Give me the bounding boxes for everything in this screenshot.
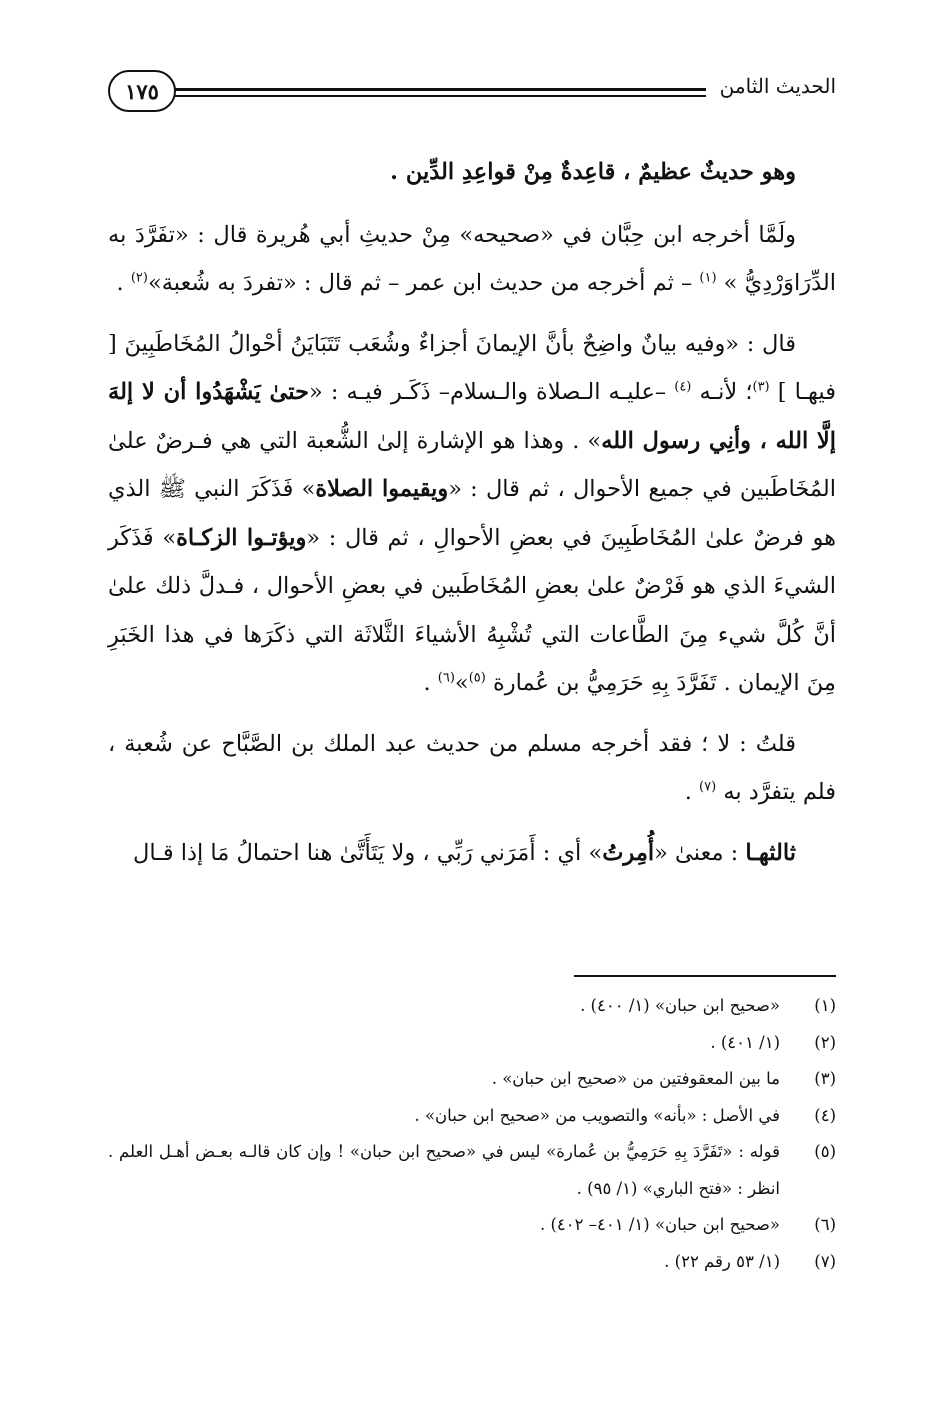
paragraph-1: وهو حديثٌ عظيمٌ ، قاعِدةٌ مِنْ قواعِدِ الدِّين . — [390, 159, 796, 185]
footnote-ref-2[interactable]: (٢) — [130, 270, 148, 286]
p3-quote-zakah: ويؤتـوا الزكـاة — [176, 524, 307, 551]
p5-text-b: : معنىٰ « — [654, 839, 746, 866]
p4-text-a: قلتُ : لا ؛ فقد أخرجه مسلم من حديث عبد الملك بن الصَّبَّاح عن شُعبة ، فلم يتفرَّد به — [108, 730, 836, 805]
p5-heading-third: ثالثهـا — [745, 839, 796, 866]
paragraph-4 — [108, 720, 836, 817]
p3-text-a: قال : «وفيه بيانٌ واضِحٌ بأنَّ الإيمانَ أجزاءٌ وشُعَب تَتَبَايَنُ أحْوالُ المُخَاطَبِينَ [ فيهـا ] — [108, 330, 836, 405]
footnote-6 — [108, 1207, 836, 1244]
footnote-ref-5[interactable]: (٥) — [468, 670, 486, 686]
footnote-4 — [108, 1098, 836, 1135]
footnote-number: (٤) — [814, 1105, 836, 1125]
footnote-ref-3[interactable]: (٣) — [752, 379, 770, 395]
p3-text-e: » . وهذا هو الإشارة إلىٰ الشُّعبة التي هي فـرضٌ علىٰ المُخَاطَبين في جميع الأحوال ، ثم قال : « — [108, 427, 836, 502]
footnote-ref-4[interactable]: (٤) — [674, 379, 692, 395]
footnote-text: قوله : «تَفَرَّدَ بِهِ حَرَمِيُّ بن عُمارة» ليس في «صحيح ابن حبان» ! وإن كان قالـه بعـض أهـل العلم . انظر : «فتح الباري» (١/ ٩٥) . — [108, 1142, 780, 1198]
page-header — [108, 70, 836, 118]
chapter-title: الحديث الثامن — [719, 74, 836, 98]
footnote-ref-7[interactable]: (٧) — [699, 779, 717, 795]
footnote-text: ما بين المعقوفتين من «صحيح ابن حبان» . — [491, 1069, 780, 1088]
p3-quote-salah: ويقيموا الصلاة — [315, 476, 449, 502]
footnote-number: (١) — [814, 996, 836, 1015]
footnote-separator — [574, 975, 836, 977]
page-number: ١٧٥ — [108, 70, 176, 112]
footnote-text: «صحيح ابن حبان» (١/ ٤٠١– ٤٠٢) . — [539, 1215, 780, 1234]
p3-text-g: » فَذَكَرَ النبي ﷺ الذي هو فرضٌ علىٰ المُخَاطَبِينَ في بعضِ الأحوالِ ، ثم قال : « — [108, 476, 836, 551]
footnote-number: (٢) — [814, 1032, 836, 1052]
footnote-number: (٣) — [814, 1069, 836, 1088]
paragraph-2 — [108, 211, 836, 308]
footnote-text: «صحيح ابن حبان» (١/ ٤٠٠) . — [580, 996, 780, 1015]
header-rule — [174, 88, 706, 97]
paragraph-3 — [108, 320, 836, 708]
p2-text-c: . — [116, 270, 131, 296]
footnote-text: في الأصل : «بأنه» والتصويب من «صحيح ابن حبان» . — [414, 1105, 780, 1125]
footnote-text: (١/ ٤٠١) . — [710, 1032, 780, 1052]
p2-text-a: ولَمَّا أخرجه ابن حِبَّان في «صحيحه» مِنْ حديثِ أبي هُريرة قال : «تفَرَّدَ به الدِّرَاوَرْدِيُّ » — [108, 221, 836, 296]
footnote-number: (٥) — [814, 1142, 836, 1161]
p5-text-d: » أي : أَمَرَني رَبِّي ، ولا يَتَأَتَّىٰ هنا احتمالُ مَا إذا قـال — [133, 839, 603, 866]
p3-text-j: » — [454, 670, 469, 696]
footnote-number: (٧) — [814, 1251, 836, 1271]
footnote-ref-6[interactable]: (٦) — [437, 670, 455, 686]
footnote-2 — [108, 1025, 836, 1062]
p5-quote-umirtu: أُمِرتُ — [602, 839, 655, 866]
p3-text-i: » فَذَكَر الشيءَ الذي هو فَرْضٌ علىٰ بعضِ المُخَاطَبين في بعضِ الأحوال ، فـدلَّ ذلك علىٰ أنَّ كُلَّ شيء مِنَ الطَّاعات التي تُشْبِهُ الأشياءَ الثَّلاثَة التي ذكَرَها في هذا الخَبَرِ مِنَ الإيمان . تَفَرَّدَ بِهِ حَرَمِيُّ بن عُمارة — [108, 524, 836, 696]
p4-text-b: . — [684, 779, 700, 805]
footnote-5 — [108, 1134, 836, 1207]
p3-quote-shahada: حتىٰ يَشْهَدُوا أن لا إلهَ إلَّا الله ، وأنِي رسول الله — [108, 379, 836, 454]
paragraph-5 — [108, 829, 836, 878]
footnote-text: (١/ ٥٣ رقم ٢٢) . — [664, 1251, 780, 1271]
p3-text-c: –عليـه الـصلاة والـسلام– ذَكَـر فيـه : « — [309, 379, 675, 405]
footnote-3 — [108, 1061, 836, 1098]
footnote-number: (٦) — [814, 1215, 836, 1234]
footnotes — [108, 988, 836, 1280]
footnote-ref-1[interactable]: (١) — [699, 270, 717, 286]
p3-text-k: . — [423, 670, 438, 696]
p2-text-b: – ثم أخرجه من حديث ابن عمر – ثم قال : «تفردَ به شُعبة» — [147, 270, 700, 296]
body-text — [108, 148, 836, 889]
footnote-7 — [108, 1244, 836, 1281]
p3-text-b: ؛ لأنـه — [691, 379, 753, 405]
footnote-1 — [108, 988, 836, 1025]
